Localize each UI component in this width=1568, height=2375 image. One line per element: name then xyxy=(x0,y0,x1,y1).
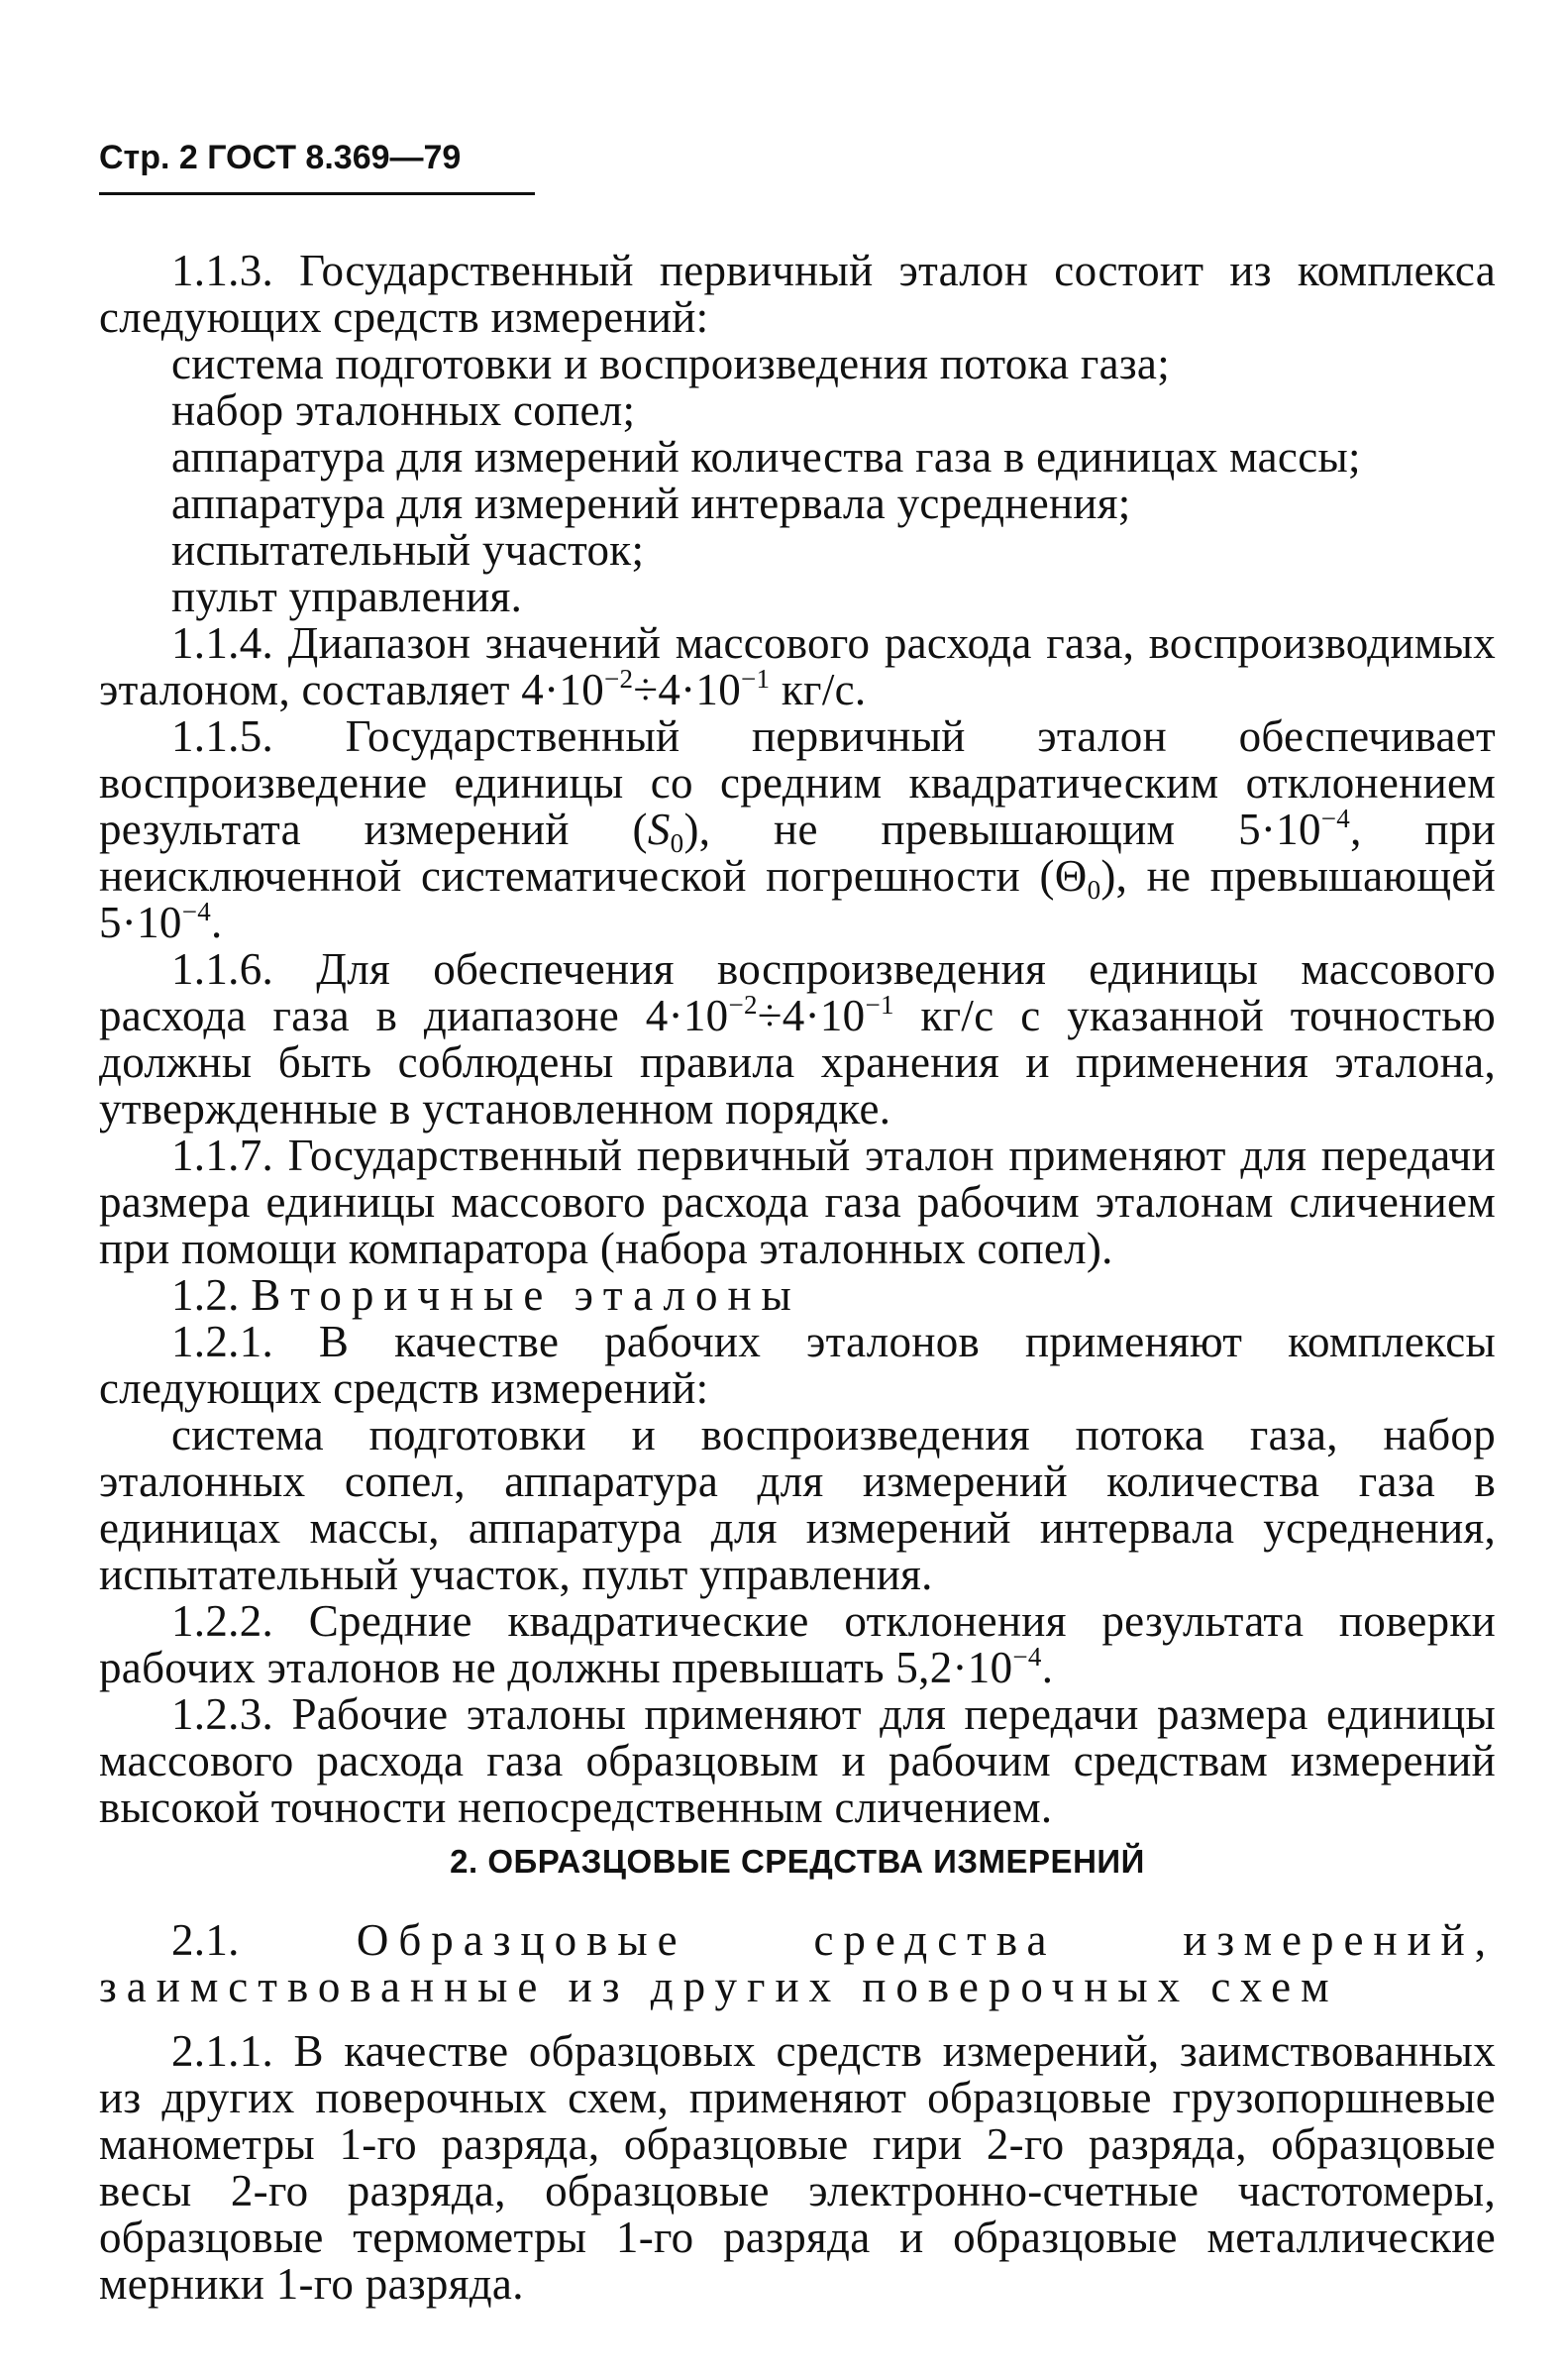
para-1-2-2 xyxy=(99,1598,1496,1691)
para-1-2-1-intro: 1.2.1. В качестве рабочих эталонов применяют комплексы следующих средств измерений: xyxy=(99,1317,1496,1413)
para-1-1-4-mid: ÷4·10 xyxy=(633,665,742,714)
exponent: −4 xyxy=(181,897,212,926)
para-1-1-5-b: ), не превышающим 5·10 xyxy=(683,805,1321,854)
para-1-1-6-c: кг/с с указанной точностью должны быть соблюдены правила хранения и применения эталона, утвержденные в установленном порядке. xyxy=(99,991,1496,1134)
para-1-1-5-c: , при неисключенной систематической погрешности (Θ xyxy=(99,805,1496,901)
subscript: 0 xyxy=(670,828,684,858)
header-rule xyxy=(99,192,535,195)
heading-1-2-title: Вторичные эталоны xyxy=(251,1270,801,1320)
para-1-1-3-intro: 1.1.3. Государственный первичный эталон состоит из комплекса следующих средств измерений: xyxy=(99,246,1496,342)
para-1-1-4 xyxy=(99,620,1496,713)
exponent: −1 xyxy=(865,990,894,1020)
para-1-2-2-end: . xyxy=(1041,1643,1054,1692)
para-1-1-6 xyxy=(99,946,1496,1133)
heading-1-2-num: 1.2. xyxy=(171,1270,240,1320)
para-1-1-5-d: ), не превышающей 5·10 xyxy=(99,851,1496,947)
exponent: −4 xyxy=(1012,1642,1042,1672)
para-1-1-5-a: 1.1.5. Государственный первичный эталон обеспечивает воспроизведение единицы со средним квадратическим отклонением результата измерений ( xyxy=(99,711,1496,854)
list-item: испытательный участок; xyxy=(171,525,645,575)
page-label: Стр. 2 xyxy=(99,139,198,176)
list-item: аппаратура для измерений интервала усреднения; xyxy=(171,479,1131,528)
para-2-1-1: 2.1.1. В качестве образцовых средств измерений, заимствованных из других поверочных схем, применяют образцовые грузопоршневые манометры 1-го разряда, образцовые гири 2-го разряда, образцовые весы 2-го разряда, образцовые электронно-счетные частотомеры, образцовые термометры 1-го разряда и образцовые металлические мерники 1-го разряда. xyxy=(99,2026,1496,2309)
para-1-1-5-e: . xyxy=(211,898,223,947)
heading-2-1-title: Образцовые средства измерений, заимствованные из других поверочных схем xyxy=(99,1915,1496,2011)
para-1-1-5 xyxy=(99,713,1496,946)
page-header xyxy=(99,139,461,177)
para-1-2-3: 1.2.3. Рабочие эталоны применяют для передачи размера единицы массового расхода газа образцовым и рабочим средствам измерений высокой точности непосредственным сличением. xyxy=(99,1689,1496,1832)
exponent: −2 xyxy=(728,990,758,1020)
para-1-1-7: 1.1.7. Государственный первичный эталон применяют для передачи размера единицы массового расхода газа рабочим эталонам сличением при помощи компаратора (набора эталонных сопел). xyxy=(99,1131,1496,1273)
exponent: −1 xyxy=(741,664,771,694)
para-1-1-4-text: 1.1.4. Диапазон значений массового расхода газа, воспроизводимых эталоном, составляет 4·10 xyxy=(99,618,1496,714)
doc-code: ГОСТ 8.369—79 xyxy=(207,139,462,176)
section-2-title: 2. ОБРАЗЦОВЫЕ СРЕДСТВА ИЗМЕРЕНИЙ xyxy=(450,1843,1145,1880)
heading-2-1-num: 2.1. xyxy=(171,1915,240,1965)
exponent: −2 xyxy=(604,664,634,694)
list-item: набор эталонных сопел; xyxy=(171,385,636,435)
section-2-body xyxy=(99,1917,1496,2308)
exponent: −4 xyxy=(1320,804,1351,833)
para-1-2-2-text: 1.2.2. Средние квадратические отклонения результата поверки рабочих эталонов не должны превышать 5,2·10 xyxy=(99,1596,1496,1692)
para-1-2-1-body: система подготовки и воспроизведения потока газа, набор эталонных сопел, аппаратура для измерений количества газа в единицах массы, аппаратура для измерений интервала усреднения, испытательный участок, пульт управления. xyxy=(99,1410,1496,1599)
list-item: система подготовки и воспроизведения потока газа; xyxy=(171,339,1170,388)
symbol-s: S xyxy=(647,805,671,854)
list-item: аппаратура для измерений количества газа в единицах массы; xyxy=(171,432,1361,482)
para-1-1-6-b: ÷4·10 xyxy=(757,991,866,1040)
heading-2-1 xyxy=(99,1917,1496,2010)
subscript: 0 xyxy=(1087,875,1101,905)
list-item: пульт управления. xyxy=(171,572,523,621)
para-1-1-6-a: 1.1.6. Для обеспечения воспроизведения единицы массового расхода газа в диапазоне 4·10 xyxy=(99,944,1496,1040)
heading-1-2 xyxy=(99,1272,1496,1319)
para-1-1-4-unit: кг/с. xyxy=(770,665,867,714)
section-1-body xyxy=(99,248,1496,1831)
